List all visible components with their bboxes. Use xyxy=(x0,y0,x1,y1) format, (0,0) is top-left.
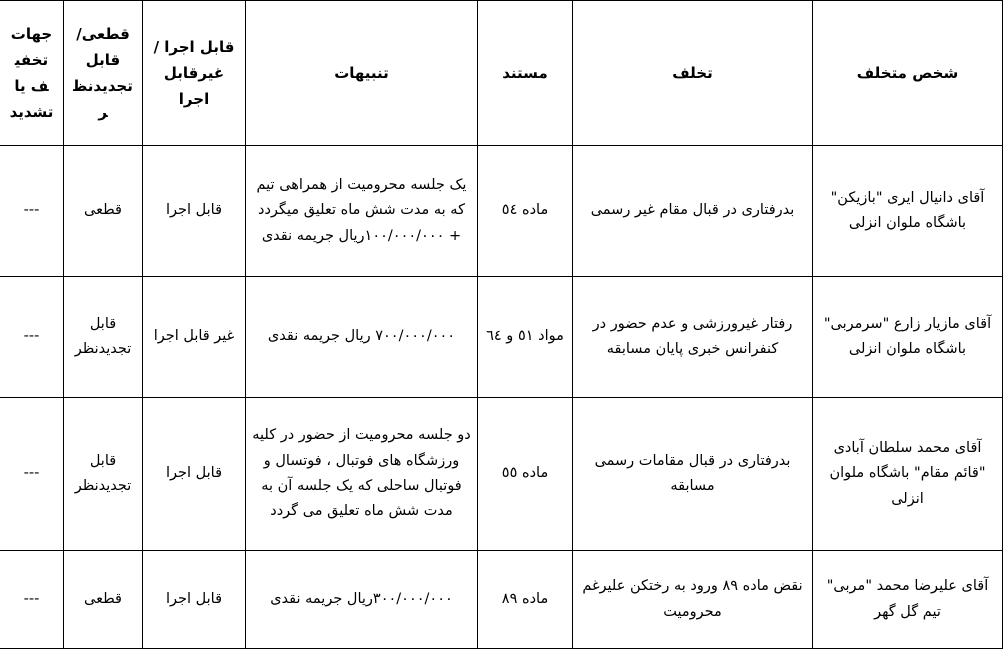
table-row xyxy=(0,398,1003,551)
cell-mitigation: --- xyxy=(0,551,64,649)
cell-enforceable: قابل اجرا xyxy=(143,551,246,649)
cell-notes: دو جلسه محرومیت از حضور در کلیه ورزشگاه های فوتبال ، فوتسال و فوتبال ساحلی که یک جلسه آن به مدت شش ماه تعلیق می گردد xyxy=(246,398,478,551)
column-header-enforceable: قابل اجرا /غیرقابل اجرا xyxy=(143,1,246,146)
cell-enforceable: قابل اجرا xyxy=(143,146,246,277)
cell-document: ماده ٥٥ xyxy=(478,398,573,551)
column-header-person: شخص متخلف xyxy=(813,1,1003,146)
table-header xyxy=(0,1,1003,146)
cell-notes: یک جلسه محرومیت از همراهی تیم که به مدت شش ماه تعلیق میگردد + ١٠٠/٠٠٠/٠٠٠ريال جريمه نقدی xyxy=(246,146,478,277)
cell-violation: نقض ماده ٨٩ ورود به رختکن علیرغم محرومیت xyxy=(573,551,813,649)
cell-final: قابل تجدیدنظر xyxy=(64,398,143,551)
cell-person: آقای دانیال ایری "بازیکن" باشگاه ملوان انزلی xyxy=(813,146,1003,277)
column-header-mitigation: جهات تخفیف یا تشدید xyxy=(0,1,64,146)
cell-document: ماده ٨٩ xyxy=(478,551,573,649)
cell-mitigation: --- xyxy=(0,398,64,551)
table-row xyxy=(0,551,1003,649)
cell-notes: ٣٠٠/٠٠٠/٠٠٠ريال جريمه نقدی xyxy=(246,551,478,649)
cell-final: قابل تجدیدنظر xyxy=(64,277,143,398)
cell-violation: بدرفتاری در قبال مقامات رسمی مسابقه xyxy=(573,398,813,551)
cell-violation: بدرفتاری در قبال مقام غیر رسمی xyxy=(573,146,813,277)
column-header-document: مستند xyxy=(478,1,573,146)
cell-person: آقای محمد سلطان آبادی "قائم مقام" باشگاه ملوان انزلی xyxy=(813,398,1003,551)
column-header-notes: تنبیهات xyxy=(246,1,478,146)
cell-person: آقای علیرضا محمد "مربی" تیم گل گهر xyxy=(813,551,1003,649)
cell-enforceable: قابل اجرا xyxy=(143,398,246,551)
cell-mitigation: --- xyxy=(0,146,64,277)
cell-violation: رفتار غیرورزشی و عدم حضور در کنفرانس خبری پایان مسابقه xyxy=(573,277,813,398)
cell-document: مواد ٥١ و ٦٤ xyxy=(478,277,573,398)
table-row xyxy=(0,277,1003,398)
column-header-final: قطعی/قابل تجدیدنظر xyxy=(64,1,143,146)
table-header-row xyxy=(0,1,1003,146)
table-body xyxy=(0,146,1003,649)
cell-document: ماده ٥٤ xyxy=(478,146,573,277)
cell-enforceable: غیر قابل اجرا xyxy=(143,277,246,398)
cell-notes: ٧٠٠/٠٠٠/٠٠٠ ريال جريمه نقدی xyxy=(246,277,478,398)
column-header-violation: تخلف xyxy=(573,1,813,146)
cell-final: قطعی xyxy=(64,146,143,277)
cell-final: قطعی xyxy=(64,551,143,649)
cell-person: آقای مازیار زارع "سرمربی" باشگاه ملوان انزلی xyxy=(813,277,1003,398)
table-row xyxy=(0,146,1003,277)
cell-mitigation: --- xyxy=(0,277,64,398)
